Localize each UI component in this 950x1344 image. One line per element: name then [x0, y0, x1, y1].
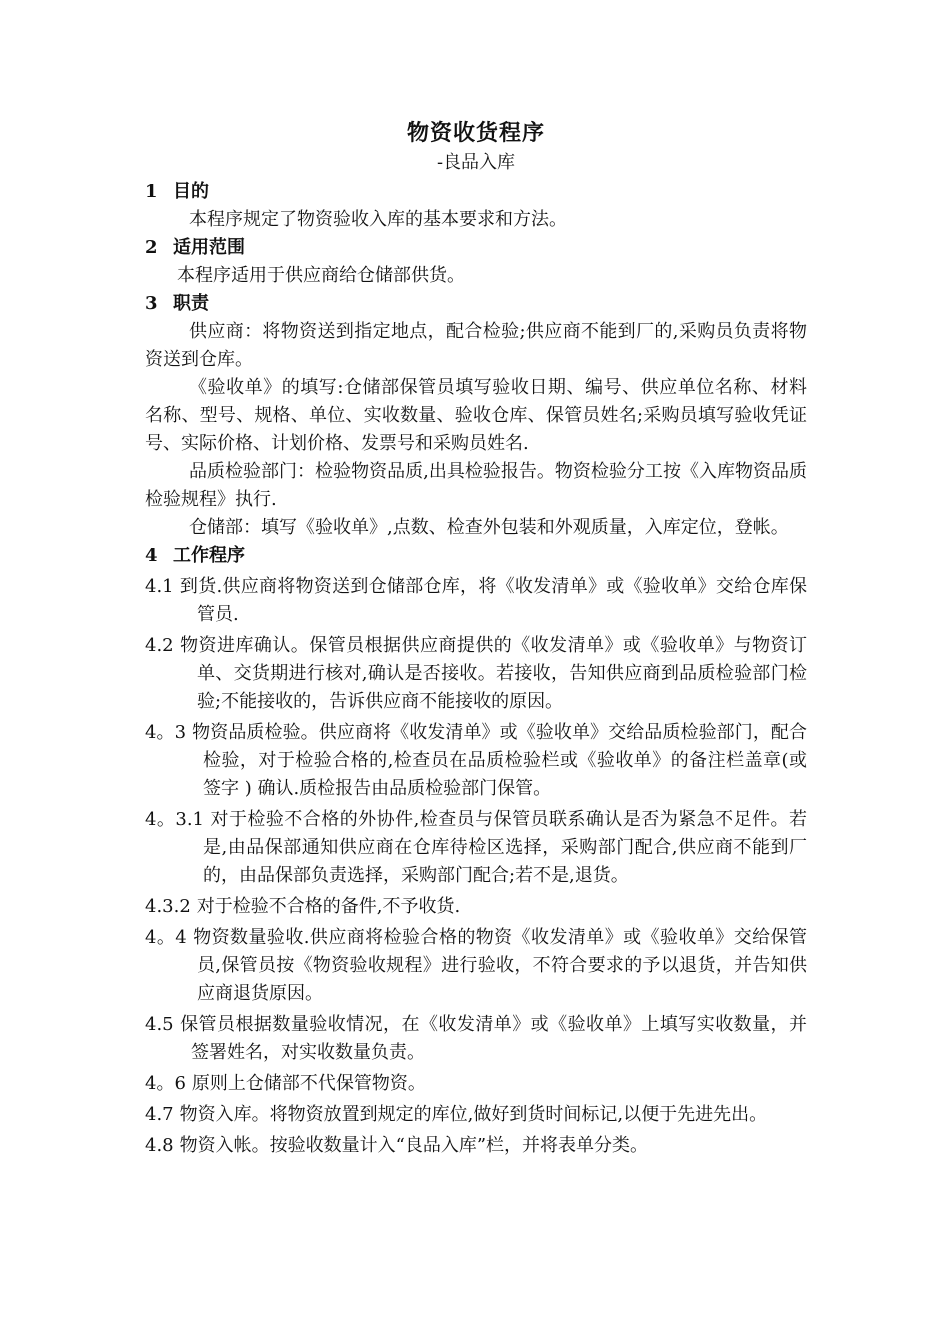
item-text: 物资数量验收.供应商将检验合格的物资《收发清单》或《验收单》交给保管员,保管员按《物资验收规程》进行验收，不符合要求的予以退货，并告知供应商退货原因。	[192, 927, 808, 1004]
document-subtitle: -良品入库	[436, 152, 516, 173]
list-item	[145, 719, 807, 803]
section-number: 1	[145, 181, 158, 202]
paragraph: 仓储部：填写《验收单》,点数、检查外包装和外观质量，入库定位，登帐。	[189, 517, 789, 538]
document-title: 物资收货程序	[406, 120, 545, 146]
section-heading-scope	[145, 234, 807, 262]
list-item	[145, 893, 807, 921]
section-number: 2	[145, 237, 158, 258]
section-heading-procedure	[145, 542, 807, 570]
item-number: 4.7	[145, 1104, 174, 1125]
section-title: 职责	[173, 293, 209, 314]
section-heading-responsibilities	[145, 290, 807, 318]
paragraph: 本程序适用于供应商给仓储部供货。	[177, 265, 465, 286]
item-text: 对于检验不合格的备件,不予收货.	[196, 896, 461, 917]
paragraph: 品质检验部门：检验物资品质,出具检验报告。物资检验分工按《入库物资品质检验规程》执行.	[145, 461, 807, 510]
item-number: 4.3.2	[145, 896, 191, 917]
section-number: 3	[145, 293, 158, 314]
item-number: 4.2	[145, 635, 174, 656]
paragraph: 供应商：将物资送到指定地点，配合检验;供应商不能到厂的,采购员负责将物资送到仓库。	[145, 321, 807, 370]
item-number: 4.8	[145, 1135, 174, 1156]
item-text: 到货.供应商将物资送到仓储部仓库，将《收发清单》或《验收单》交给仓库保管员.	[179, 576, 807, 625]
list-item	[145, 924, 807, 1008]
item-text: 物资进库确认。保管员根据供应商提供的《收发清单》或《验收单》与物资订单、交货期进行核对,确认是否接收。若接收，告知供应商到品质检验部门检验;不能接收的，告诉供应商不能接收的原因。	[179, 635, 807, 712]
item-number: 4.5	[145, 1014, 174, 1035]
item-text: 物资入库。将物资放置到规定的库位,做好到货时间标记,以便于先进先出。	[179, 1104, 768, 1125]
list-item	[145, 1101, 807, 1129]
list-item	[145, 1132, 807, 1160]
paragraph: 本程序规定了物资验收入库的基本要求和方法。	[189, 209, 567, 230]
item-number: 4。6	[145, 1073, 186, 1094]
item-text: 保管员根据数量验收情况，在《收发清单》或《验收单》上填写实收数量，并签署姓名，对实收数量负责。	[179, 1014, 807, 1063]
list-item	[145, 806, 807, 890]
section-title: 目的	[173, 181, 209, 202]
section-number: 4	[145, 545, 158, 566]
item-text: 对于检验不合格的外协件,检查员与保管员联系确认是否为紧急不足件。若是,由品保部通知供应商在仓库待检区选择，采购部门配合,供应商不能到厂的，由品保部负责选择，采购部门配合;若不是,退货。	[203, 809, 808, 886]
document-page	[145, 116, 807, 1160]
section-title: 工作程序	[173, 545, 245, 566]
paragraph: 《验收单》的填写:仓储部保管员填写验收日期、编号、供应单位名称、材料名称、型号、规格、单位、实收数量、验收仓库、保管员姓名;采购员填写验收凭证号、实际价格、计划价格、发票号和采购员姓名.	[145, 377, 807, 454]
list-item	[145, 632, 807, 716]
list-item	[145, 573, 807, 629]
item-text: 物资入帐。按验收数量计入“良品入库”栏，并将表单分类。	[179, 1135, 649, 1156]
item-text: 物资品质检验。供应商将《收发清单》或《验收单》交给品质检验部门，配合检验，对于检验合格的,检查员在品质检验栏或《验收单》的备注栏盖章(或签字 ) 确认.质检报告由品质检验部门保管。	[192, 722, 807, 799]
item-number: 4。4	[145, 927, 187, 948]
item-number: 4。3	[145, 722, 187, 743]
item-number: 4.1	[145, 576, 174, 597]
item-text: 原则上仓储部不代保管物资。	[191, 1073, 426, 1094]
section-heading-purpose	[145, 178, 807, 206]
list-item	[145, 1070, 807, 1098]
section-title: 适用范围	[173, 237, 245, 258]
list-item	[145, 1011, 807, 1067]
item-number: 4。3.1	[145, 809, 205, 830]
